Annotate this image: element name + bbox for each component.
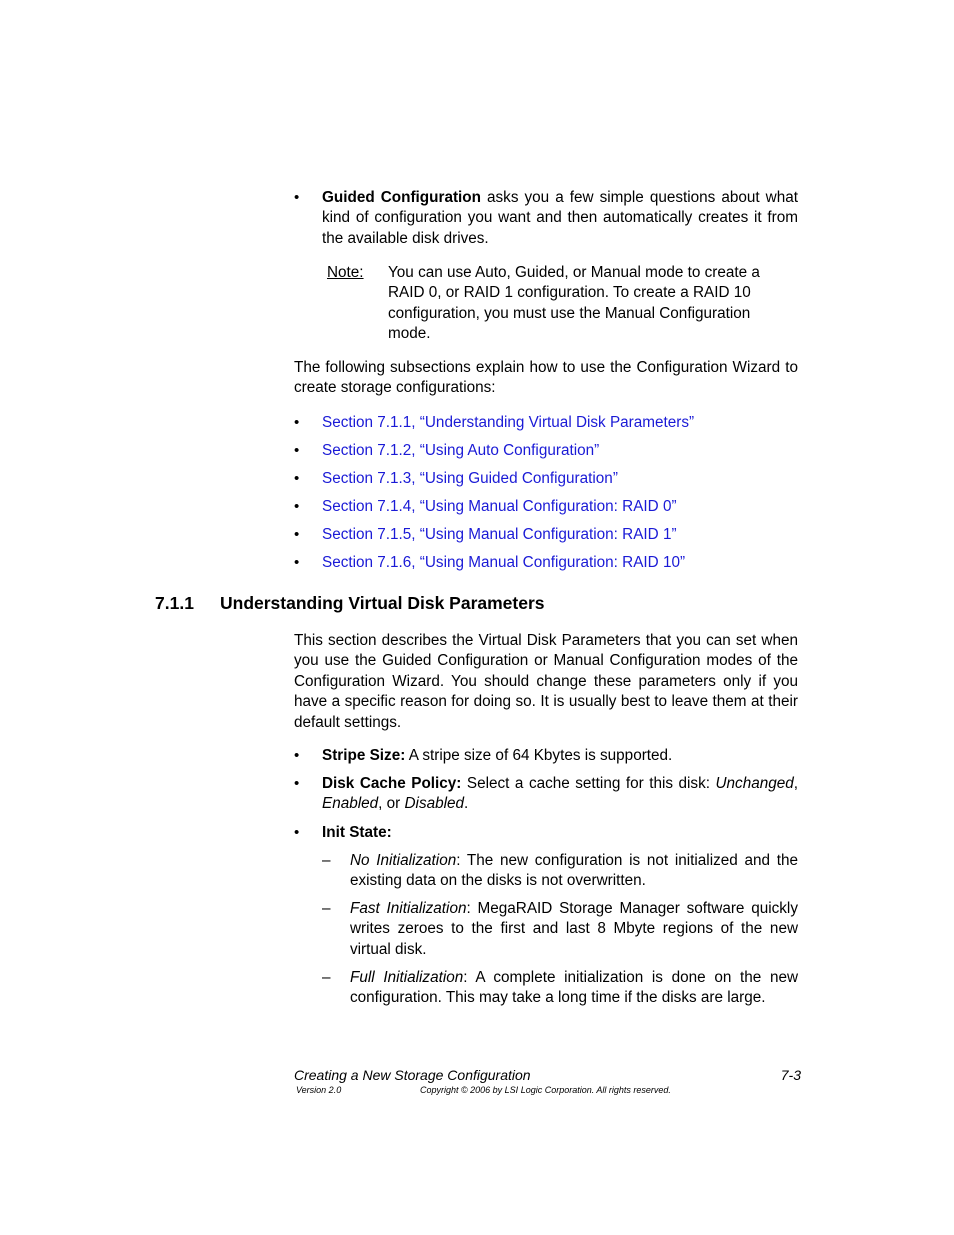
disk-cache-item xyxy=(322,774,798,815)
bullet-icon: • xyxy=(294,775,300,792)
bullet-icon: • xyxy=(294,554,300,571)
dash-icon: – xyxy=(322,900,331,917)
bullet-icon: • xyxy=(294,470,300,487)
dash-icon: – xyxy=(322,852,331,869)
init-option-text: : A complete initialization is done on the new configuration. This may take a long time if the disks are large. xyxy=(350,969,799,1007)
footer-copyright: Copyright © 2006 by LSI Logic Corporation. All rights reserved. xyxy=(420,1085,671,1095)
init-option-text: : The new configuration is not initialized and the existing data on the disks is not overwritten. xyxy=(350,852,799,890)
disk-cache-text: Select a cache setting for this disk: xyxy=(461,775,716,792)
init-option-full xyxy=(350,968,798,1009)
bullet-icon: • xyxy=(294,526,300,543)
bullet-icon: • xyxy=(294,189,300,206)
section-heading xyxy=(155,592,545,614)
init-option-name: Full Initialization xyxy=(350,969,464,986)
link-section-7-1-3[interactable]: Section 7.1.3, “Using Guided Configuration” xyxy=(322,470,618,487)
period: . xyxy=(464,795,469,813)
section-title: Understanding Virtual Disk Parameters xyxy=(220,593,545,613)
footer-page-number: 7-3 xyxy=(780,1067,801,1083)
section-number: 7.1.1 xyxy=(155,593,194,613)
init-option-text: : MegaRAID Storage Manager software quickly writes zeroes to the first and last 8 Mbyte regions of the new virtual disk. xyxy=(350,900,798,958)
note-label: Note: xyxy=(327,264,364,281)
init-option-name: Fast Initialization xyxy=(350,900,467,917)
footer-title: Creating a New Storage Configuration xyxy=(294,1067,531,1083)
link-section-7-1-1[interactable]: Section 7.1.1, “Understanding Virtual Disk Parameters” xyxy=(322,414,695,431)
cache-option-disabled: Disabled xyxy=(404,795,465,813)
disk-cache-term: Disk Cache Policy: xyxy=(322,775,462,792)
bullet-icon: • xyxy=(294,747,300,764)
separator: , or xyxy=(378,795,405,813)
stripe-size-text: A stripe size of 64 Kbytes is supported. xyxy=(405,747,673,764)
bullet-icon: • xyxy=(294,442,300,459)
bullet-icon: • xyxy=(294,414,300,431)
init-state-item xyxy=(322,823,798,843)
init-option-name: No Initialization xyxy=(350,852,457,869)
dash-icon: – xyxy=(322,969,331,986)
init-option-fast xyxy=(350,899,798,960)
guided-config-term: Guided Configuration xyxy=(322,189,481,206)
init-option-no xyxy=(350,851,798,892)
link-section-7-1-6[interactable]: Section 7.1.6, “Using Manual Configuration: RAID 10” xyxy=(322,554,686,571)
footer-version: Version 2.0 xyxy=(296,1085,342,1095)
bullet-icon: • xyxy=(294,498,300,515)
note-text: You can use Auto, Guided, or Manual mode to create a RAID 0, or RAID 1 configuration. To create a RAID 10 configuration, you must use the Manual Configuration mode. xyxy=(388,264,760,343)
link-section-7-1-2[interactable]: Section 7.1.2, “Using Auto Configuration” xyxy=(322,442,600,459)
init-state-term: Init State: xyxy=(322,824,392,841)
cache-option-unchanged: Unchanged xyxy=(715,775,794,792)
link-section-7-1-5[interactable]: Section 7.1.5, “Using Manual Configuration: RAID 1” xyxy=(322,526,677,543)
stripe-size-term: Stripe Size: xyxy=(322,747,406,764)
separator: , xyxy=(793,775,798,792)
guided-config-bullet xyxy=(322,188,798,249)
bullet-icon: • xyxy=(294,824,300,841)
guided-config-text: asks you a few simple questions about what kind of configuration you want and then automatically creates it from the available disk drives. xyxy=(322,189,798,247)
subsections-intro: The following subsections explain how to use the Configuration Wizard to create storage configurations: xyxy=(294,359,798,397)
link-section-7-1-4[interactable]: Section 7.1.4, “Using Manual Configuration: RAID 0” xyxy=(322,498,677,515)
stripe-size-item xyxy=(322,746,798,766)
cache-option-enabled: Enabled xyxy=(322,795,379,813)
section-description: This section describes the Virtual Disk Parameters that you can set when you use the Guided Configuration or Manual Configuration modes of the Configuration Wizard. You should change these parameters only if you have a specific reason for doing so. It is usually best to leave them at their default settings. xyxy=(294,632,798,731)
